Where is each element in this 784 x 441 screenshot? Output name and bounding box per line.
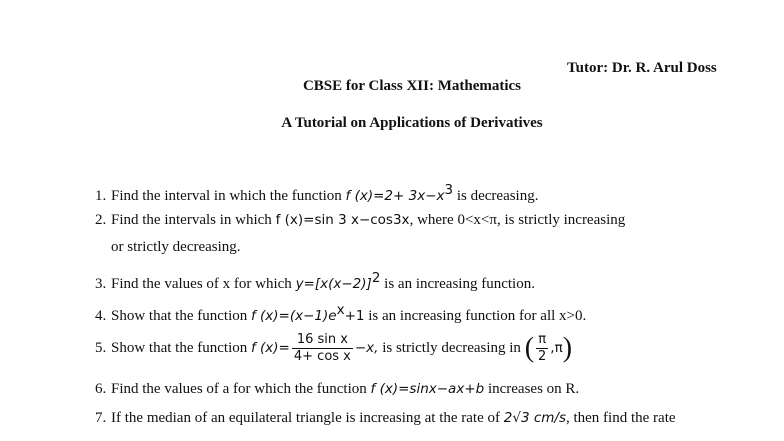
question-text: is an increasing function for all x>0. (364, 308, 587, 324)
tutorial-title: A Tutorial on Applications of Derivatives (281, 115, 543, 131)
fraction-numerator: π (536, 332, 548, 349)
open-paren: ( (524, 332, 535, 364)
question-text: increases on R. (484, 381, 580, 397)
question-7 (95, 410, 676, 427)
question-text: Show that the function (111, 308, 251, 324)
question-text: is decreasing. (453, 188, 539, 204)
tutor-name: Tutor: Dr. R. Arul Doss (567, 60, 717, 76)
fraction-denominator: 4+ cos x (293, 349, 351, 364)
question-text: Show that the function (111, 339, 251, 356)
question-number: 3. (95, 276, 107, 292)
math-expression: f (x)=(x−1)e (250, 308, 337, 324)
question-5 (95, 332, 572, 365)
question-3 (95, 270, 535, 293)
question-number: 1. (95, 188, 107, 204)
question-2 (95, 212, 625, 229)
question-text: If the median of an equilateral triangle is increasing at the rate of (111, 410, 504, 426)
question-4 (95, 302, 586, 325)
question-text: , then find the rate (565, 410, 676, 426)
question-6 (95, 381, 579, 398)
fraction-numerator: 16 sin x (292, 332, 353, 349)
question-text: Find the interval in which the function (111, 188, 346, 204)
math-expression: +1 (344, 308, 365, 324)
math-expression: f (x)= (250, 339, 290, 356)
question-number: 7. (95, 410, 107, 426)
math-exponent: 2 (371, 270, 381, 286)
interval-fraction (536, 332, 548, 365)
question-text: , where 0<x<π, is strictly increasing (409, 212, 626, 228)
question-2-continuation: or strictly decreasing. (111, 239, 241, 255)
question-number: 6. (95, 381, 107, 397)
fraction (292, 332, 353, 365)
math-expression: −x, (354, 339, 379, 356)
math-expression: f (x)=sin 3 x−cos3x (275, 212, 410, 228)
question-text: is strictly decreasing in (378, 339, 525, 356)
question-text: Find the intervals in which (111, 212, 276, 228)
math-expression: y=[x(x−2)] (295, 276, 372, 292)
math-expression: 2√3 cm/s (503, 410, 566, 426)
question-number: 2. (95, 212, 107, 228)
question-number: 5. (95, 339, 107, 356)
math-expression: f (x)=sinx−ax+b (370, 381, 485, 397)
math-expression: f (x)=2+ 3x−x (345, 188, 445, 204)
question-text: Find the values of a for which the function (111, 381, 371, 397)
close-paren: ) (562, 332, 573, 364)
math-exponent: 3 (444, 182, 454, 198)
question-number: 4. (95, 308, 107, 324)
math-exponent: x (336, 302, 345, 318)
course-title: CBSE for Class XII: Mathematics (302, 78, 522, 94)
fraction-denominator: 2 (538, 349, 547, 364)
question-text: Find the values of x for which (111, 276, 296, 292)
interval-end: ,π (550, 339, 563, 356)
question-1 (95, 182, 538, 205)
question-text: is an increasing function. (380, 276, 535, 292)
